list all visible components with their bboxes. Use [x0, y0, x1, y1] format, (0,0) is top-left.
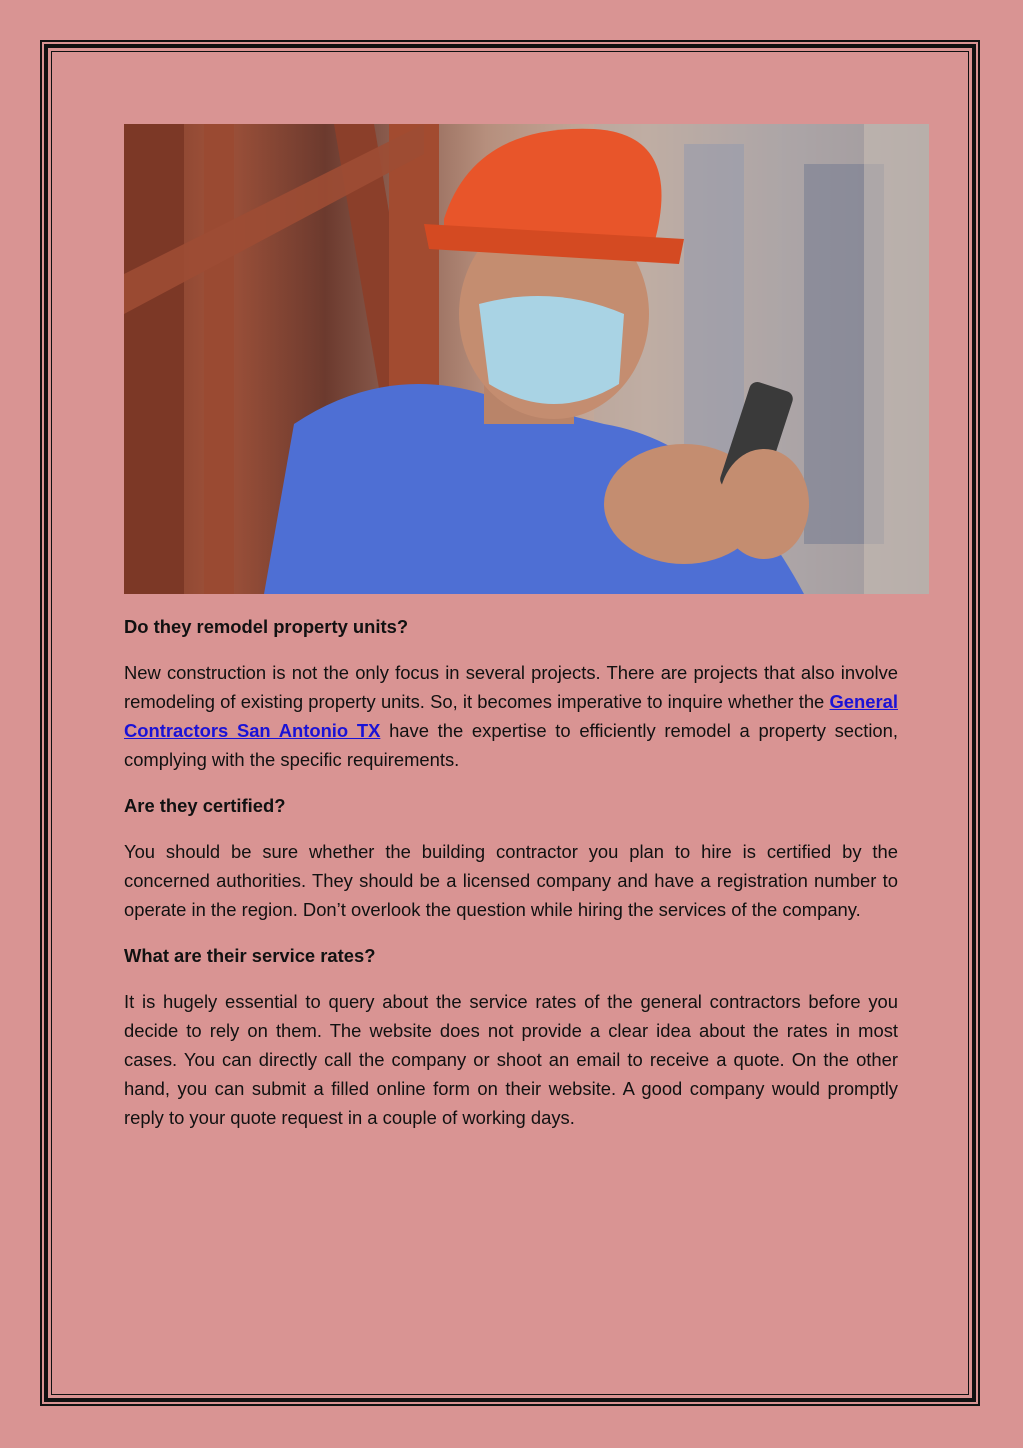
section-certified: [124, 791, 898, 924]
section-paragraph: You should be sure whether the building contractor you plan to hire is certified by the concerned authorities. They should be a licensed company and have a registration number to operate in the region. Don’t overlook the question while hiring the services of the company.: [124, 841, 898, 920]
paragraph-text: New construction is not the only focus in several projects. There are projects that also involve remodeling of existing property units. So, it becomes imperative to inquire whether the: [124, 662, 898, 712]
section-paragraph: It is hugely essential to query about the service rates of the general contractors before you decide to rely on them. The website does not provide a clear idea about the rates in most cases. You can directly call the company or shoot an email to receive a quote. On the other hand, you can submit a filled online form on their website. A good company would promptly reply to your quote request in a couple of working days.: [124, 991, 898, 1128]
photo-illustration: [124, 124, 929, 594]
section-heading: Are they certified?: [124, 795, 286, 816]
section-paragraph: [124, 658, 898, 774]
general-contractors-link[interactable]: General Contractors San Antonio TX: [124, 691, 898, 741]
construction-worker-photo: [124, 124, 929, 594]
section-heading: Do they remodel property units?: [124, 616, 409, 637]
section-heading: What are their service rates?: [124, 945, 376, 966]
section-service-rates: [124, 941, 898, 1132]
section-remodel: [124, 612, 898, 774]
article-body: [124, 612, 898, 1149]
paragraph-text: have the expertise to efficiently remodel a property section, complying with the specific requirements.: [124, 720, 898, 770]
